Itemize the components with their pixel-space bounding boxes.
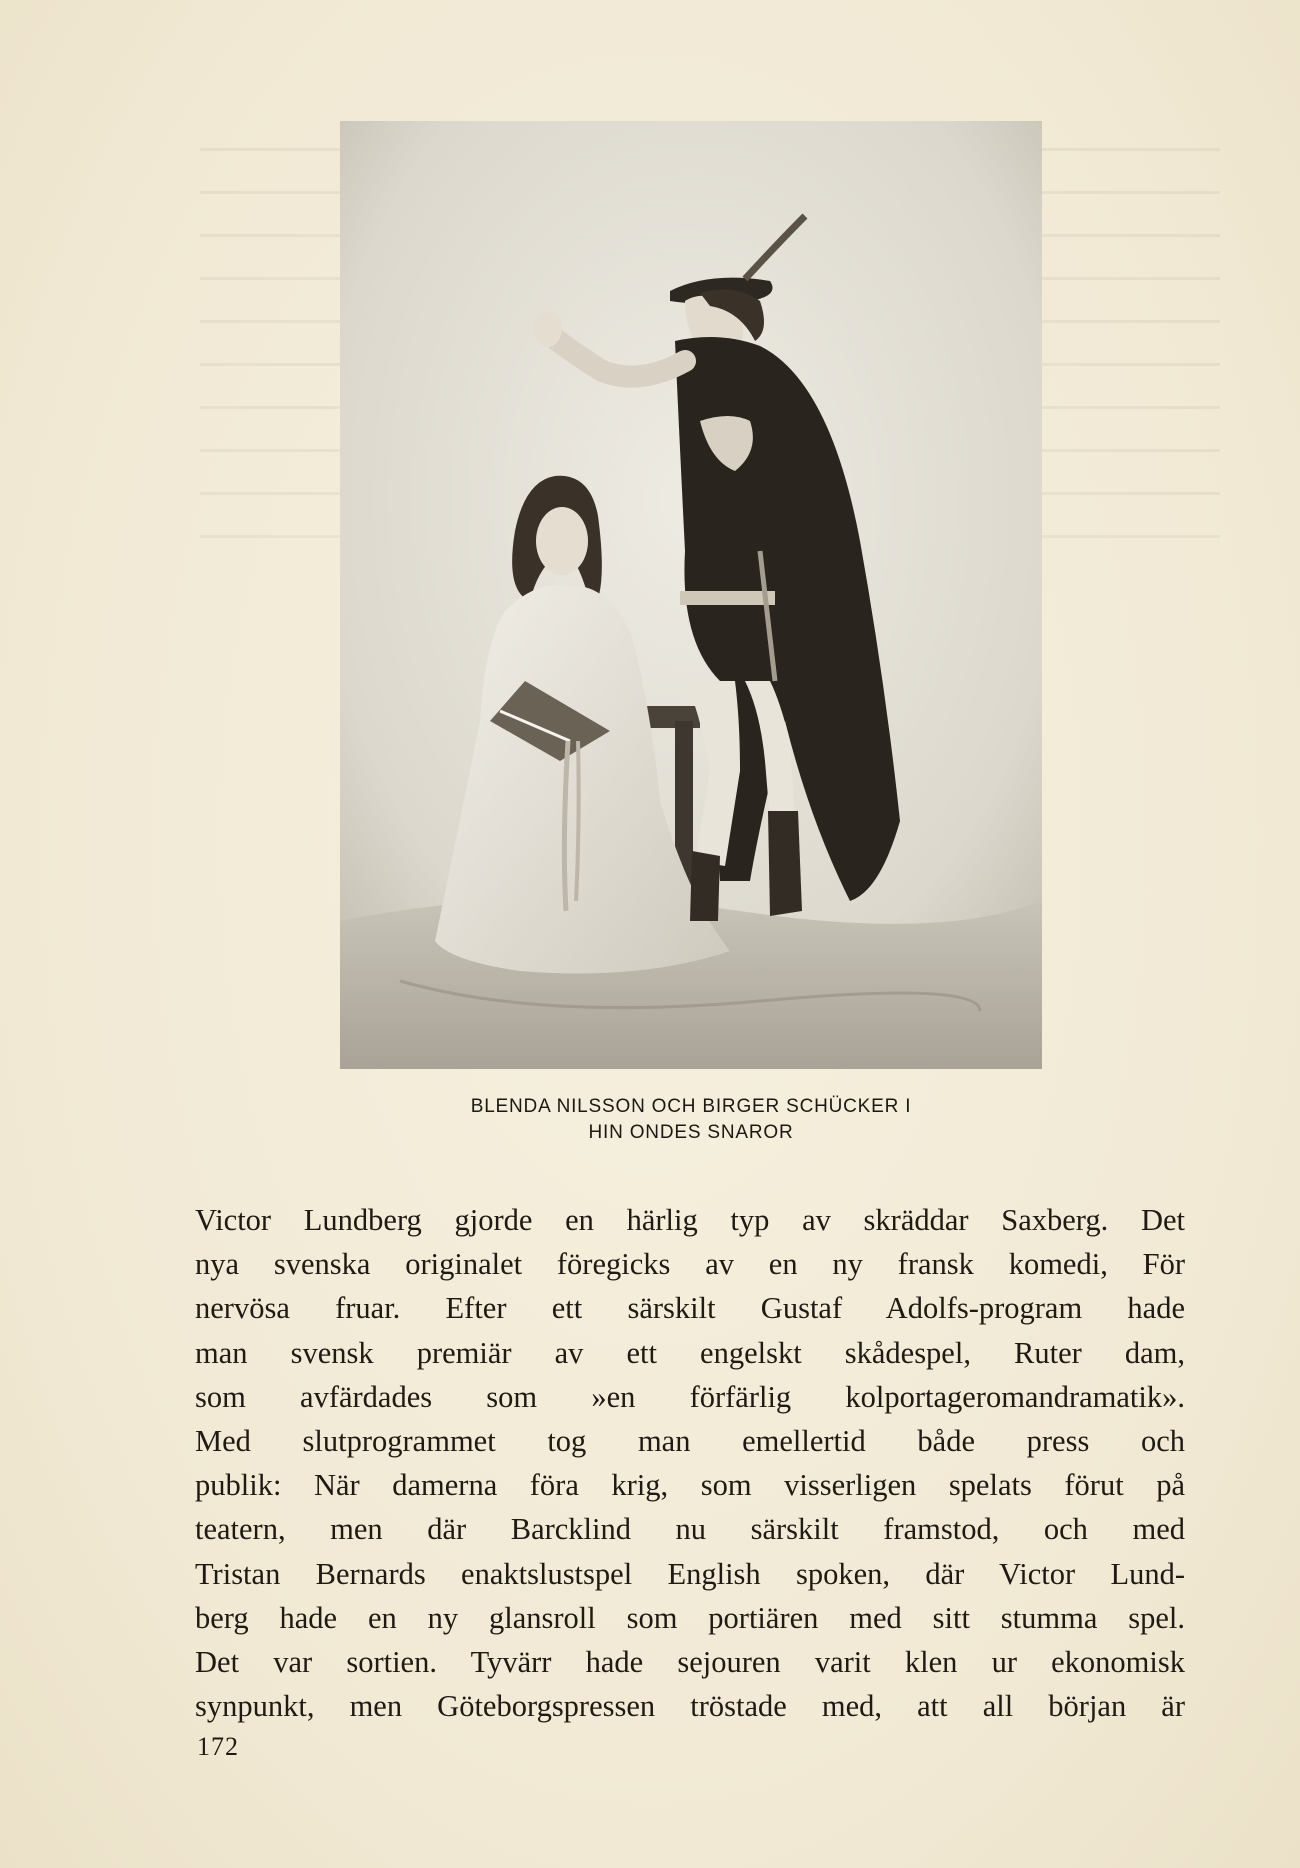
caption-line-2: HIN ONDES SNAROR xyxy=(588,1122,794,1143)
text-line: nya svenska originalet föregicks av en ny fransk komedi, För xyxy=(195,1247,1185,1282)
body-paragraph xyxy=(195,1198,1185,1728)
page-number: 172 xyxy=(197,1732,239,1761)
photo-caption xyxy=(340,1094,1042,1146)
text-line: Victor Lundberg gjorde en härlig typ av skräddar Saxberg. Det xyxy=(195,1203,1185,1237)
caption-line-1: BLENDA NILSSON OCH BIRGER SCHÜCKER I xyxy=(470,1096,912,1117)
text-line: Det var sortien. Tyvärr hade sejouren varit klen ur ekonomisk xyxy=(195,1645,1185,1680)
text-line: nervösa fruar. Efter ett särskilt Gustaf Adolfs-program hade xyxy=(195,1291,1185,1326)
text-line: som avfärdades som »en förfärlig kolportageromandramatik». xyxy=(195,1379,1185,1414)
text-line: Med slutprogrammet tog man emellertid både press och xyxy=(195,1424,1185,1459)
text-line: berg hade en ny glansroll som portiären med sitt stumma spel. xyxy=(195,1600,1185,1635)
text-line: man svensk premiär av ett engelskt skådespel, Ruter dam, xyxy=(195,1335,1185,1370)
text-line: synpunkt, men Göteborgspressen tröstade med, att all början är xyxy=(195,1689,1185,1724)
text-line: Tristan Bernards enaktslustspel English spoken, där Victor Lund- xyxy=(195,1556,1185,1591)
text-line: publik: När damerna föra krig, som visserligen spelats förut på xyxy=(195,1468,1185,1503)
theatre-photograph xyxy=(340,121,1042,1069)
text-line: teatern, men där Barcklind nu särskilt framstod, och med xyxy=(195,1512,1185,1547)
